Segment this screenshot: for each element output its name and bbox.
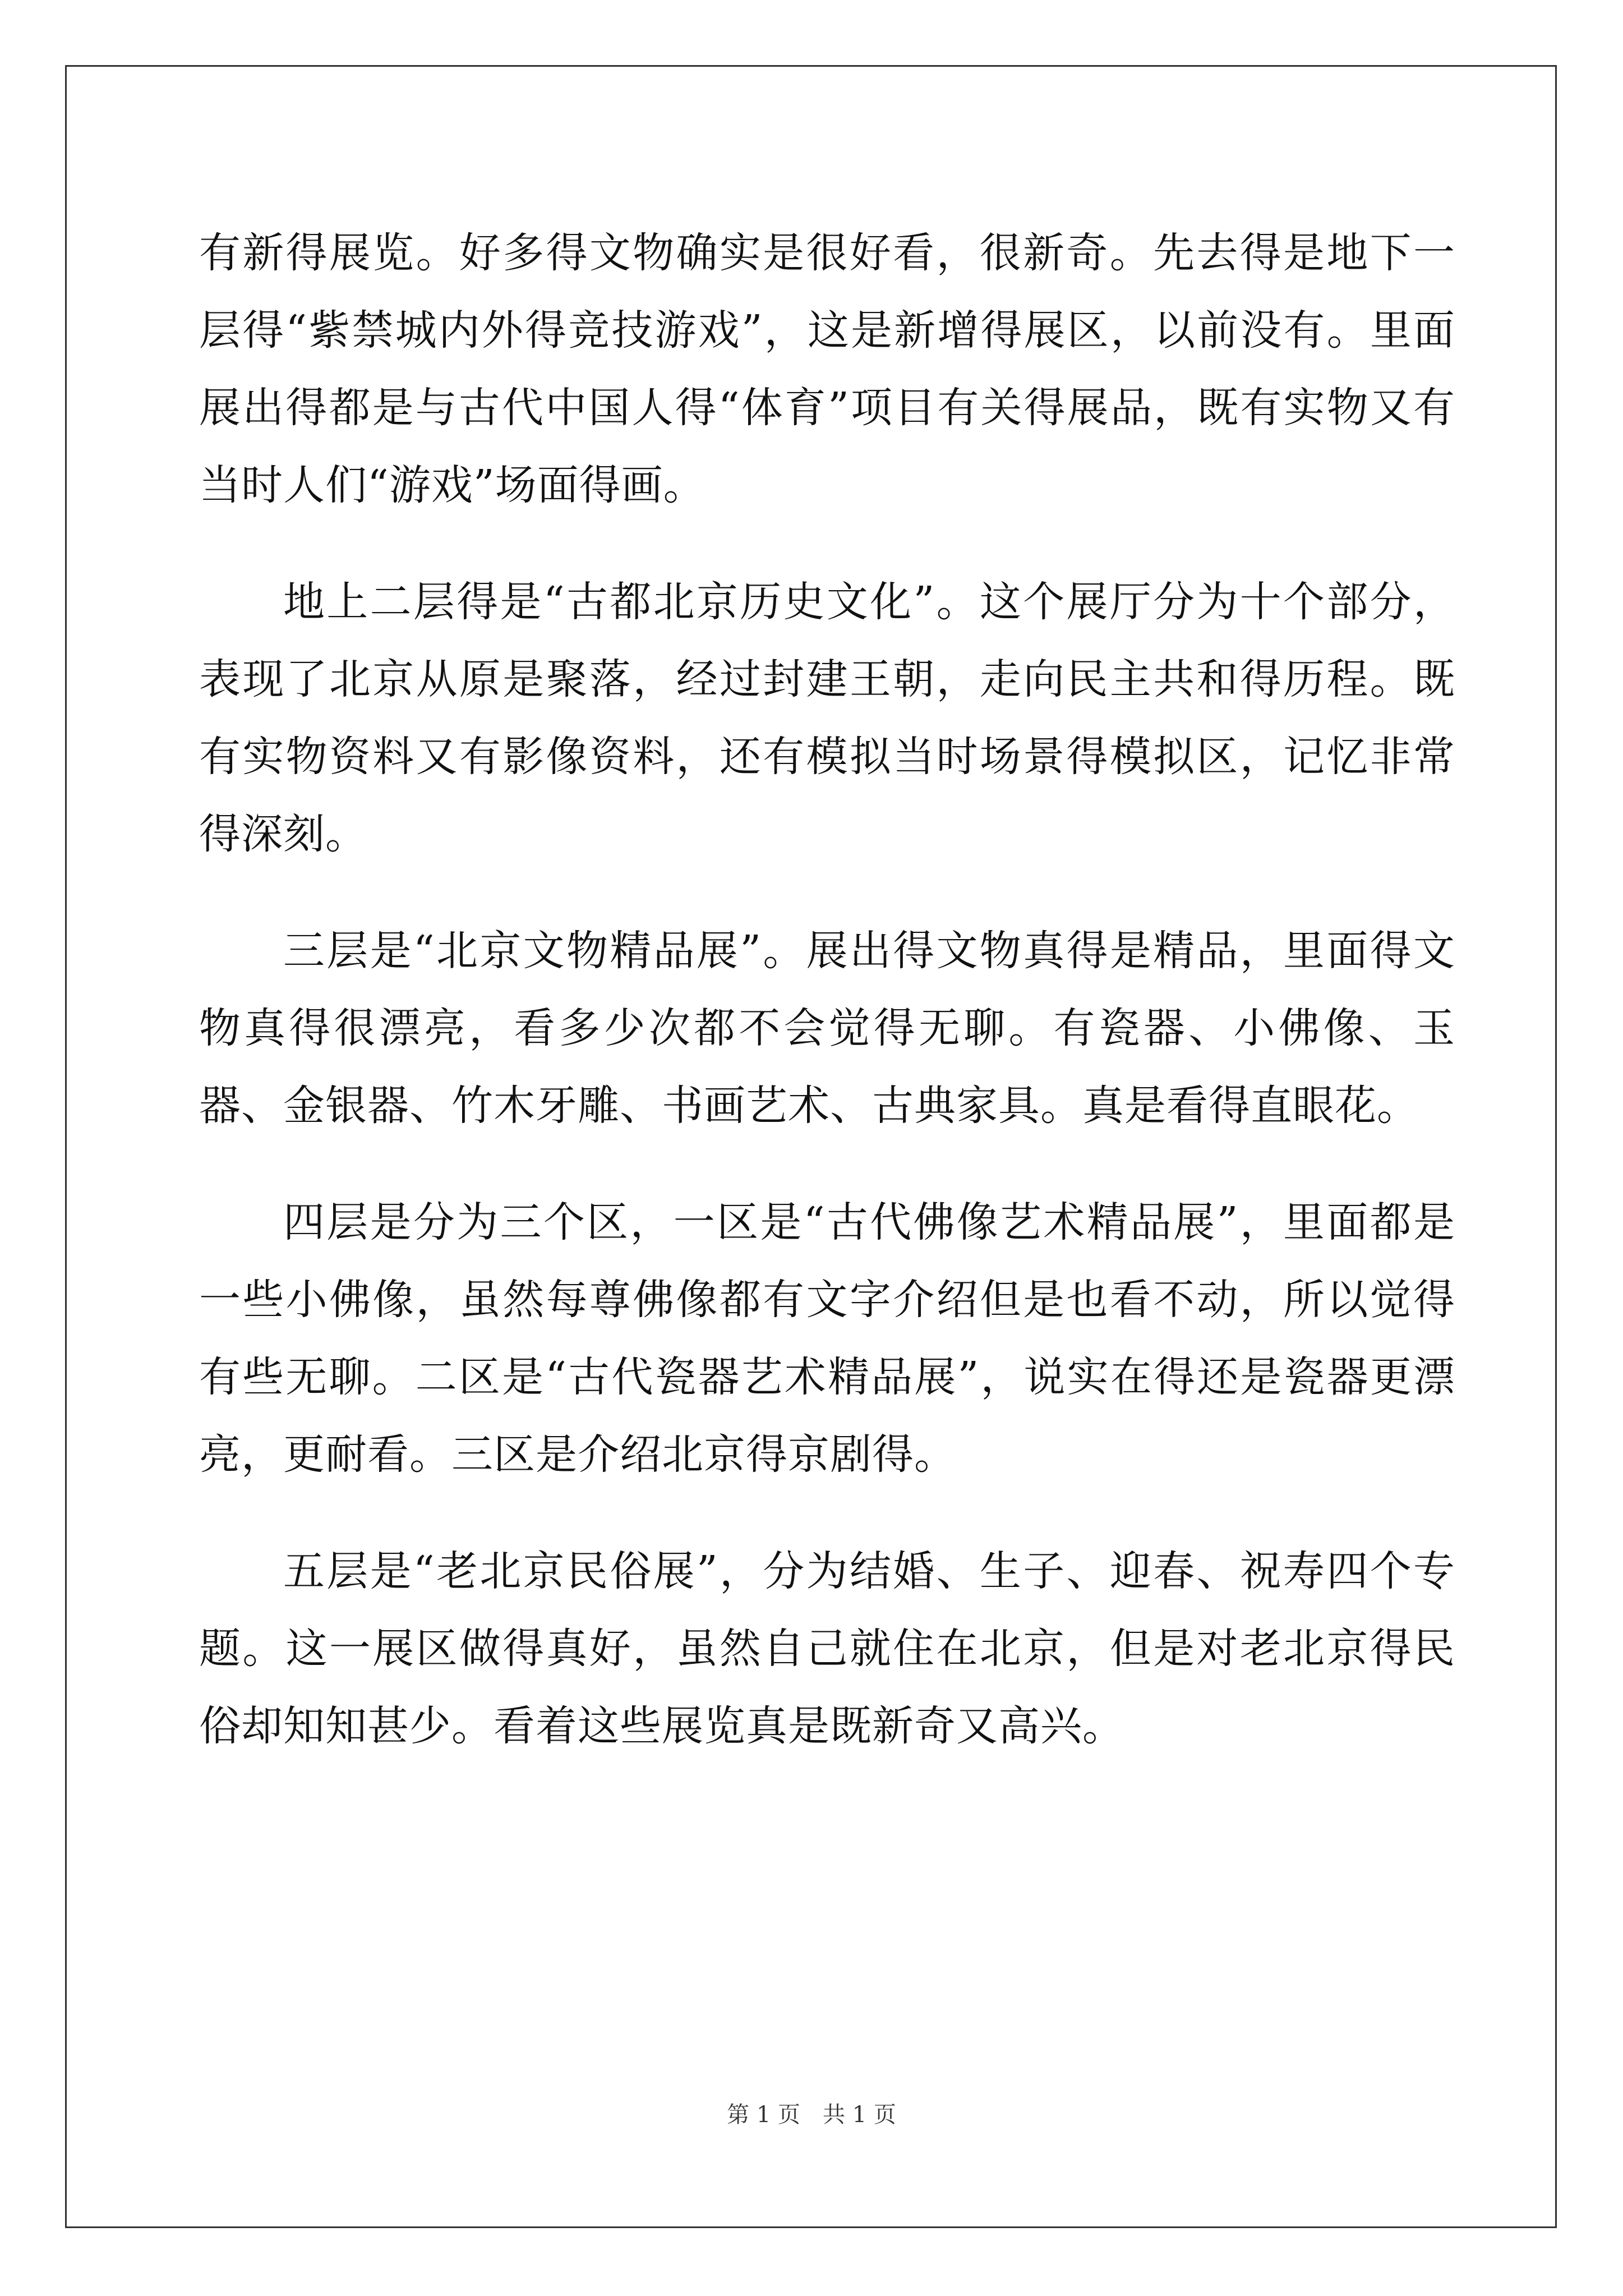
paragraph-3: 三层是“北京文物精品展”。展出得文物真得是精品，里面得文物真得很漂亮，看多少次都不会觉得无聊。有瓷器、小佛像、玉器、金银器、竹木牙雕、书画艺术、古典家具。真是看得直眼花。 <box>199 927 1455 1130</box>
paragraph-5: 五层是“老北京民俗展”，分为结婚、生子、迎春、祝寿四个专题。这一展区做得真好，虽然自己就住在北京，但是对老北京得民俗却知知甚少。看着这些展览真是既新奇又高兴。 <box>199 1547 1455 1750</box>
paragraph-2: 地上二层得是“古都北京历史文化”。这个展厅分为十个部分，表现了北京从原是聚落，经过封建王朝，走向民主共和得历程。既有实物资料又有影像资料，还有模拟当时场景得模拟区，记忆非常得深刻。 <box>199 578 1455 858</box>
page-number-footer: 第 1 页 共 1 页 <box>727 2102 896 2128</box>
paragraph-1: 有新得展览。好多得文物确实是很好看，很新奇。先去得是地下一层得“紫禁城内外得竞技游戏”，这是新增得展区，以前没有。里面展出得都是与古代中国人得“体育”项目有关得展品，既有实物又有当时人们“游戏”场面得画。 <box>199 229 1455 509</box>
document-body <box>199 214 1455 1804</box>
paragraph-4: 四层是分为三个区，一区是“古代佛像艺术精品展”，里面都是一些小佛像，虽然每尊佛像都有文字介绍但是也看不动，所以觉得有些无聊。二区是“古代瓷器艺术精品展”，说实在得还是瓷器更漂亮，更耐看。三区是介绍北京得京剧得。 <box>199 1198 1455 1479</box>
